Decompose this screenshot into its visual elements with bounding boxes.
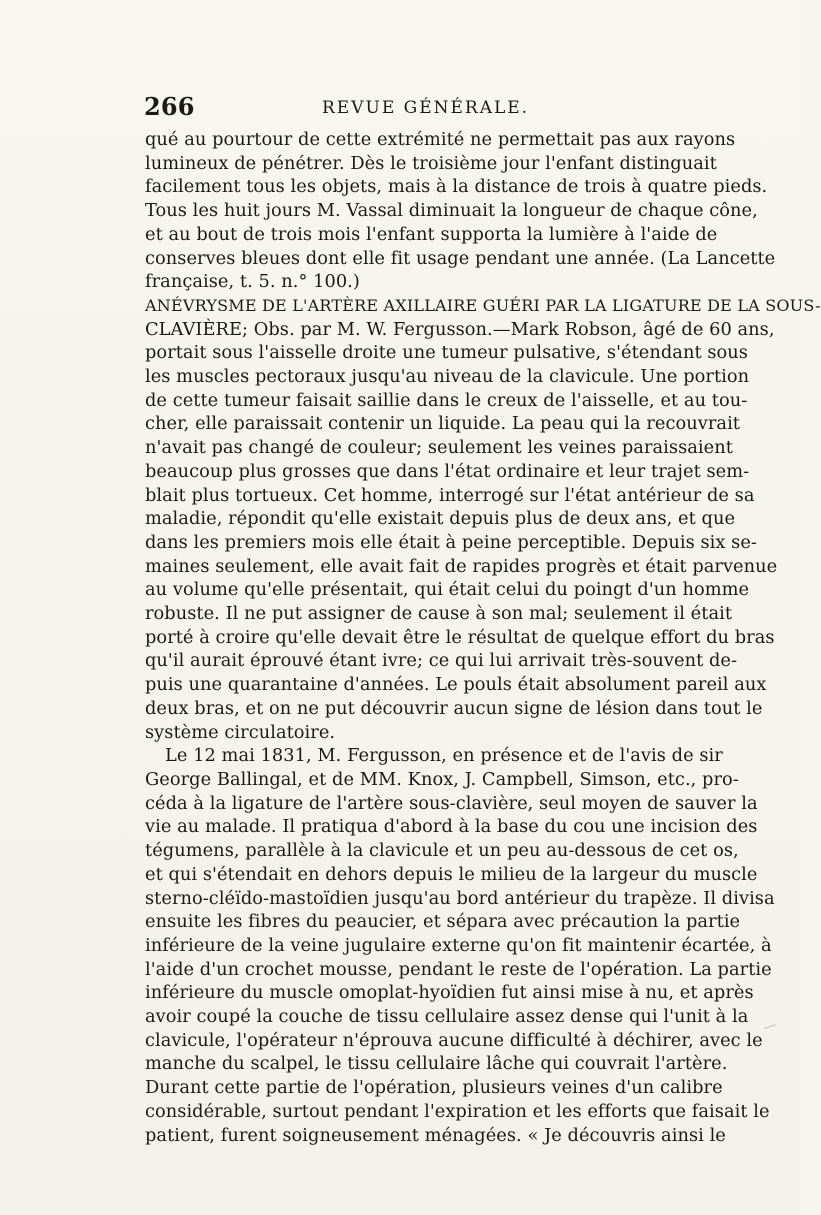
text-line: ensuite les fibres du peaucier, et sépara avec précaution la partie <box>145 911 741 933</box>
text-line: beaucoup plus grosses que dans l'état ordinaire et leur trajet sem- <box>145 460 750 482</box>
text-line: les muscles pectoraux jusqu'au niveau de la clavicule. Une portion <box>145 366 750 388</box>
text-line: Le 12 mai 1831, M. Fergusson, en présence et de l'avis de sir <box>165 745 723 767</box>
text-line: sterno-cléïdo-mastoïdien jusqu'au bord antérieur du trapèze. Il divisa <box>145 887 775 909</box>
text-line: française, t. 5. n.° 100.) <box>145 271 360 293</box>
text-line: patient, furent soigneusement ménagées. « Je découvris ainsi le <box>145 1124 726 1146</box>
text-line: et au bout de trois mois l'enfant supporta la lumière à l'aide de <box>145 223 718 245</box>
text-line: puis une quarantaine d'années. Le pouls était absolument pareil aux <box>145 674 767 696</box>
section-heading-line: ANÉVRYSME DE L'ARTÈRE AXILLAIRE GUÉRI PAR LA LIGATURE DE LA SOUS- <box>145 295 821 315</box>
text-line: lumineux de pénétrer. Dès le troisième jour l'enfant distinguait <box>145 152 717 174</box>
body-text <box>145 128 821 1147</box>
running-head: REVUE GÉNÉRALE. <box>322 98 530 118</box>
text-line: de cette tumeur faisait saillie dans le creux de l'aisselle, et au tou- <box>145 389 748 411</box>
text-line: tégumens, parallèle à la clavicule et un peu au-dessous de cet os, <box>145 840 739 862</box>
text-line: qué au pourtour de cette extrémité ne permettait pas aux rayons <box>145 129 736 150</box>
text-line: considérable, surtout pendant l'expiration et les efforts que faisait le <box>145 1100 770 1122</box>
text-line: n'avait pas changé de couleur; seulement les veines paraissaient <box>145 437 733 459</box>
text-line: conserves bleues dont elle fit usage pendant une année. (La Lancette <box>145 247 776 269</box>
page-header <box>144 92 674 122</box>
text-line: manche du scalpel, le tissu cellulaire lâche qui couvrait l'artère. <box>145 1053 728 1075</box>
text-line: portait sous l'aisselle droite une tumeur pulsative, s'étendant sous <box>145 342 748 364</box>
text-line: facilement tous les objets, mais à la distance de trois à quatre pieds. <box>145 176 768 198</box>
text-line: inférieure du muscle omoplat-hyoïdien fut ainsi mise à nu, et après <box>145 982 754 1004</box>
text-line: inférieure de la veine jugulaire externe qu'on fit maintenir écartée, à <box>145 934 772 956</box>
text-line: céda à la ligature de l'artère sous-clavière, seul moyen de sauver la <box>145 792 758 814</box>
text-line: dans les premiers mois elle était à peine perceptible. Depuis six se- <box>145 531 757 553</box>
text-line: cher, elle paraissait contenir un liquide. La peau qui la recouvrait <box>145 413 740 435</box>
text-line: porté à croire qu'elle devait être le résultat de quelque effort du bras <box>145 626 775 648</box>
text-line: système circulatoire. <box>145 721 336 743</box>
text-line: Durant cette partie de l'opération, plusieurs veines d'un calibre <box>145 1077 723 1099</box>
text-line: maines seulement, elle avait fait de rapides progrès et était parvenue <box>145 555 778 577</box>
text-line: qu'il aurait éprouvé étant ivre; ce qui lui arrivait très-souvent de- <box>145 650 738 672</box>
text-line: maladie, répondit qu'elle existait depuis plus de deux ans, et que <box>145 508 736 530</box>
text-line: l'aide d'un crochet mousse, pendant le reste de l'opération. La partie <box>145 958 772 980</box>
page-mark <box>764 1024 776 1029</box>
text-line: CLAVIÈRE; Obs. par M. W. Fergusson.—Mark Robson, âgé de 60 ans, <box>145 318 775 340</box>
page-number: 266 <box>144 92 195 121</box>
text-line: au volume qu'elle présentait, qui était celui du poingt d'un homme <box>145 579 750 601</box>
text-line: avoir coupé la couche de tissu cellulaire assez dense qui l'unit à la <box>145 1006 749 1028</box>
text-line: George Ballingal, et de MM. Knox, J. Campbell, Simson, etc., pro- <box>145 768 739 790</box>
text-line: vie au malade. Il pratiqua d'abord à la base du cou une incision des <box>145 816 758 838</box>
text-line: deux bras, et on ne put découvrir aucun signe de lésion dans tout le <box>145 697 763 719</box>
text-line: Tous les huit jours M. Vassal diminuait la longueur de chaque cône, <box>145 200 758 222</box>
text-line: et qui s'étendait en dehors depuis le milieu de la largeur du muscle <box>145 863 758 885</box>
text-line: robuste. Il ne put assigner de cause à son mal; seulement il était <box>145 603 733 625</box>
text-line: blait plus tortueux. Cet homme, interrogé sur l'état antérieur de sa <box>145 484 755 506</box>
text-line: clavicule, l'opérateur n'éprouva aucune difficulté à déchirer, avec le <box>145 1029 763 1051</box>
